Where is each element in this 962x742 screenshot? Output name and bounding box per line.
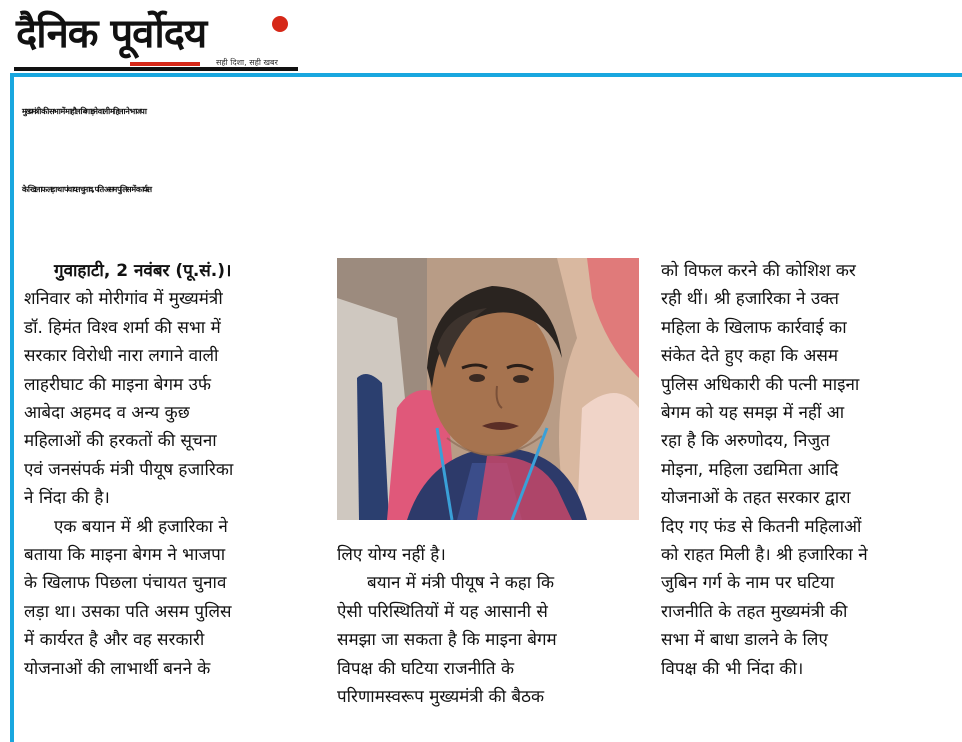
text-line: संकेत देते हुए कहा कि असम <box>661 346 838 367</box>
text-line: डॉ. हिमंत विश्व शर्मा की सभा में <box>24 317 221 338</box>
text-line: विपक्ष की भी निंदा की। <box>661 658 804 679</box>
article-column-left <box>24 257 324 683</box>
text-line: आबेदा अहमद व अन्य कुछ <box>24 403 190 424</box>
frame-top-border <box>10 73 962 77</box>
text-line: को राहत मिली है। श्री हजारिका ने <box>661 545 868 566</box>
logo-accent-bar <box>130 62 200 66</box>
text-line: ऐसी परिस्थितियों में यह आसानी से <box>337 601 548 622</box>
text-line: एक बयान में श्री हजारिका ने <box>54 516 228 537</box>
text-line: बेगम को यह समझ में नहीं आ <box>661 403 845 424</box>
text-line: के खिलाफ पिछला पंचायत चुनाव <box>24 573 227 594</box>
headline-line-2: के खिलाफ लड़ा था पंचायत चुनाव, पति असम पुलिस में कार्यरत <box>22 185 151 194</box>
text-line: पुलिस अधिकारी की पत्नी माइना <box>661 374 860 395</box>
article-column-middle <box>337 541 637 711</box>
headline-line-1: मुख्यमंत्री की सभा में माहौल बिगाड़ने वाली महिला ने भाजपा <box>22 107 146 116</box>
news-photo <box>337 258 639 520</box>
masthead <box>10 4 302 74</box>
newspaper-logo: दैनिक पूर्वोदय <box>16 11 207 57</box>
text-line: विपक्ष की घटिया राजनीति के <box>337 658 515 679</box>
text-line: राजनीति के तहत मुख्यमंत्री की <box>661 601 848 622</box>
text-line: समझा जा सकता है कि माइना बेगम <box>337 630 557 651</box>
text-line: मोइना, महिला उद्यमिता आदि <box>661 459 839 480</box>
text-line: एवं जनसंपर्क मंत्री पीयूष हजारिका <box>24 459 234 480</box>
dateline: गुवाहाटी, 2 नवंबर (पू.सं.)। <box>54 261 232 281</box>
text-line: परिणामस्वरूप मुख्यमंत्री की बैठक <box>337 687 545 708</box>
text-line: को विफल करने की कोशिश कर <box>661 261 856 281</box>
text-line: बयान में मंत्री पीयूष ने कहा कि <box>367 573 555 594</box>
text-line: रही थीं। श्री हजारिका ने उक्त <box>661 289 839 310</box>
text-line: लड़ा था। उसका पति असम पुलिस <box>24 601 232 622</box>
text-line: बताया कि माइना बेगम ने भाजपा <box>24 545 226 566</box>
text-line: ने निंदा की है। <box>24 488 110 509</box>
text-line: महिला के खिलाफ कार्रवाई का <box>661 317 847 338</box>
text-line: योजनाओं के तहत सरकार द्वारा <box>661 488 851 509</box>
article-column-right <box>661 257 957 683</box>
text-line: में कार्यरत है और वह सरकारी <box>24 630 205 651</box>
text-line: रहा है कि अरुणोदय, निजुत <box>661 431 830 452</box>
text-line: लाहरीघाट की माइना बेगम उर्फ <box>24 374 212 395</box>
text-line: शनिवार को मोरीगांव में मुख्यमंत्री <box>24 289 223 310</box>
text-line: महिलाओं की हरकतों की सूचना <box>24 431 217 452</box>
text-line: दिए गए फंड से कितनी महिलाओं <box>661 516 862 537</box>
text-line: सरकार विरोधी नारा लगाने वाली <box>24 346 219 367</box>
text-line: सभा में बाधा डालने के लिए <box>661 630 828 651</box>
text-line: लिए योग्य नहीं है। <box>337 545 446 565</box>
text-line: जुबिन गर्ग के नाम पर घटिया <box>661 573 835 594</box>
logo-tagline: सही दिशा, सही खबर <box>216 58 278 67</box>
text-line: योजनाओं की लाभार्थी बनने के <box>24 658 211 679</box>
frame-left-border <box>10 73 14 742</box>
logo-red-dot <box>272 16 288 32</box>
